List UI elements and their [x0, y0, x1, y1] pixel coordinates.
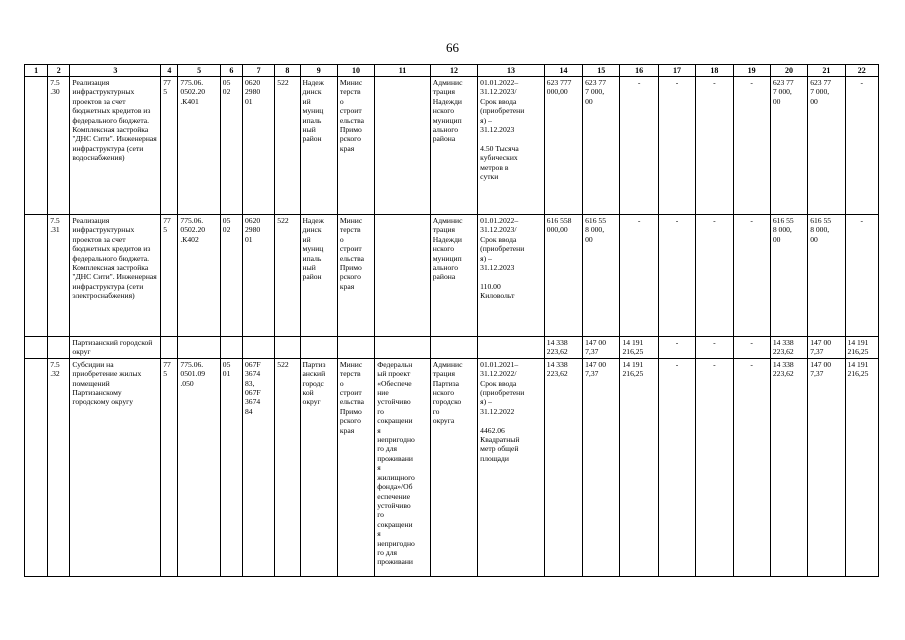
column-header: 12	[430, 65, 477, 77]
row-number-cell: 7.5 .30	[48, 77, 70, 215]
header-row	[25, 65, 879, 77]
description-cell: Реализация инфраструктурных проектов за счет бюджетных кредитов из федерального бюджета. Комплексная застройка "ДНС Сити". Инженерная инфраструктура (сети электроснабжения)	[70, 215, 161, 337]
cell	[275, 337, 300, 359]
table-row	[25, 215, 879, 337]
amount-cell: 14 338 223,62	[544, 337, 582, 359]
cell	[375, 337, 431, 359]
amount-cell: 14 191 216,25	[620, 337, 658, 359]
amount-cell: 147 00 7,37	[808, 337, 845, 359]
cell	[300, 337, 337, 359]
amount-cell: 616 55 8 000, 00	[808, 215, 845, 337]
amount-cell: 616 55 8 000, 00	[770, 215, 807, 337]
row-number-cell: 7.5 .32	[48, 358, 70, 576]
column-header: 20	[770, 65, 807, 77]
period-cell: 01.01.2022– 31.12.2023/ Срок ввода (приобретени я) – 31.12.2023 4.50 Тысяча кубических метров в сутки	[478, 77, 545, 215]
column-header: 17	[658, 65, 695, 77]
column-header: 1	[25, 65, 48, 77]
column-header: 19	[733, 65, 770, 77]
column-header: 21	[808, 65, 845, 77]
amount-cell: 616 558 000,00	[544, 215, 582, 337]
project-cell	[375, 215, 431, 337]
cell	[337, 337, 374, 359]
table-row	[25, 77, 879, 215]
cell: 522	[275, 77, 300, 215]
amount-cell: -	[696, 215, 733, 337]
period-cell: 01.01.2021– 31.12.2022/ Срок ввода (приобретени я) – 31.12.2022 4462.06 Квадратный метр общей площади	[478, 358, 545, 576]
amount-cell: -	[620, 77, 658, 215]
municipality-cell: Надеж динск ий муниц ипаль ный район	[300, 215, 337, 337]
code-cell: 775.06. 0501.09 .050	[178, 358, 220, 576]
code-cell: 775.06. 0502.20 .К401	[178, 77, 220, 215]
cell	[25, 77, 48, 215]
amount-cell: -	[658, 358, 695, 576]
cell: 0620 2980 01	[243, 215, 275, 337]
column-header: 3	[70, 65, 161, 77]
cell: 067F 3674 83, 067F 3674 84	[243, 358, 275, 576]
description-cell: Реализация инфраструктурных проектов за счет бюджетных кредитов из федерального бюджета. Комплексная застройка "ДНС Сити". Инженерная инфраструктура (сети водоснабжения)	[70, 77, 161, 215]
amount-cell: 147 00 7,37	[808, 358, 845, 576]
amount-cell: -	[733, 215, 770, 337]
column-header: 15	[583, 65, 620, 77]
description-cell: Субсидии на приобретение жилых помещений Партизанскому городскому округу	[70, 358, 161, 576]
amount-cell: 14 338 223,62	[770, 358, 807, 576]
cell	[48, 337, 70, 359]
administration-cell: Админис трация Партиза нского городско го округа	[430, 358, 477, 576]
ministry-cell: Минис терств о строит ельства Примо рского края	[337, 77, 374, 215]
column-header: 5	[178, 65, 220, 77]
subtotal-row	[25, 337, 879, 359]
amount-cell: -	[658, 77, 695, 215]
column-header: 18	[696, 65, 733, 77]
column-header: 6	[220, 65, 242, 77]
cell	[25, 358, 48, 576]
column-header: 2	[48, 65, 70, 77]
cell	[25, 215, 48, 337]
amount-cell: -	[733, 358, 770, 576]
ministry-cell: Минис терств о строит ельства Примо рского края	[337, 215, 374, 337]
cell	[478, 337, 545, 359]
amount-cell: 14 338 223,62	[770, 337, 807, 359]
cell: 05 02	[220, 215, 242, 337]
cell	[430, 337, 477, 359]
amount-cell: -	[845, 215, 878, 337]
amount-cell: -	[620, 215, 658, 337]
cell: 77 5	[161, 215, 178, 337]
amount-cell: 623 77 7 000, 00	[808, 77, 845, 215]
cell	[243, 337, 275, 359]
cell	[220, 337, 242, 359]
column-header: 16	[620, 65, 658, 77]
cell: 77 5	[161, 358, 178, 576]
municipality-cell: Надеж динск ий муниц ипаль ный район	[300, 77, 337, 215]
column-header: 10	[337, 65, 374, 77]
administration-cell: Админис трация Надежди нского муницип ального района	[430, 215, 477, 337]
column-header: 4	[161, 65, 178, 77]
column-header: 9	[300, 65, 337, 77]
amount-cell: 616 55 8 000, 00	[583, 215, 620, 337]
amount-cell: 14 338 223,62	[544, 358, 582, 576]
cell: 05 02	[220, 77, 242, 215]
period-cell: 01.01.2022– 31.12.2023/ Срок ввода (приобретени я) – 31.12.2023 110.00 Киловольт	[478, 215, 545, 337]
amount-cell: 623 77 7 000, 00	[583, 77, 620, 215]
amount-cell: -	[845, 77, 878, 215]
amount-cell: 14 191 216,25	[845, 337, 878, 359]
column-header: 8	[275, 65, 300, 77]
code-cell: 775.06. 0502.20 .К402	[178, 215, 220, 337]
cell: 05 01	[220, 358, 242, 576]
column-header: 14	[544, 65, 582, 77]
amount-cell: 147 00 7,37	[583, 337, 620, 359]
column-header: 7	[243, 65, 275, 77]
ministry-cell: Минис терств о строит ельства Примо рского края	[337, 358, 374, 576]
municipality-cell: Партиз анский городс кой округ	[300, 358, 337, 576]
administration-cell: Админис трация Надежди нского муницип ального района	[430, 77, 477, 215]
cell: 77 5	[161, 77, 178, 215]
amount-cell: -	[696, 77, 733, 215]
cell: 522	[275, 215, 300, 337]
subtotal-label: Партизанский городской округ	[70, 337, 161, 359]
column-header: 22	[845, 65, 878, 77]
amount-cell: 14 191 216,25	[845, 358, 878, 576]
amount-cell: 623 777 000,00	[544, 77, 582, 215]
column-header: 13	[478, 65, 545, 77]
amount-cell: -	[658, 215, 695, 337]
cell: 0620 2980 01	[243, 77, 275, 215]
budget-table	[24, 64, 879, 577]
amount-cell: -	[696, 337, 733, 359]
project-cell	[375, 77, 431, 215]
amount-cell: 14 191 216,25	[620, 358, 658, 576]
amount-cell: -	[733, 77, 770, 215]
amount-cell: -	[696, 358, 733, 576]
page-number: 66	[446, 40, 459, 55]
cell	[25, 337, 48, 359]
project-cell: Федеральн ый проект «Обеспече ние устойчиво го сокращени я непригодно го для проживани я жилищного фонда»/Об еспечение устойчиво го сокращени я непригодно го для проживани	[375, 358, 431, 576]
amount-cell: -	[733, 337, 770, 359]
amount-cell: 147 00 7,37	[583, 358, 620, 576]
cell: 522	[275, 358, 300, 576]
column-header: 11	[375, 65, 431, 77]
amount-cell: 623 77 7 000, 00	[770, 77, 807, 215]
row-number-cell: 7.5 .31	[48, 215, 70, 337]
cell	[161, 337, 178, 359]
cell	[178, 337, 220, 359]
amount-cell: -	[658, 337, 695, 359]
table-row	[25, 358, 879, 576]
